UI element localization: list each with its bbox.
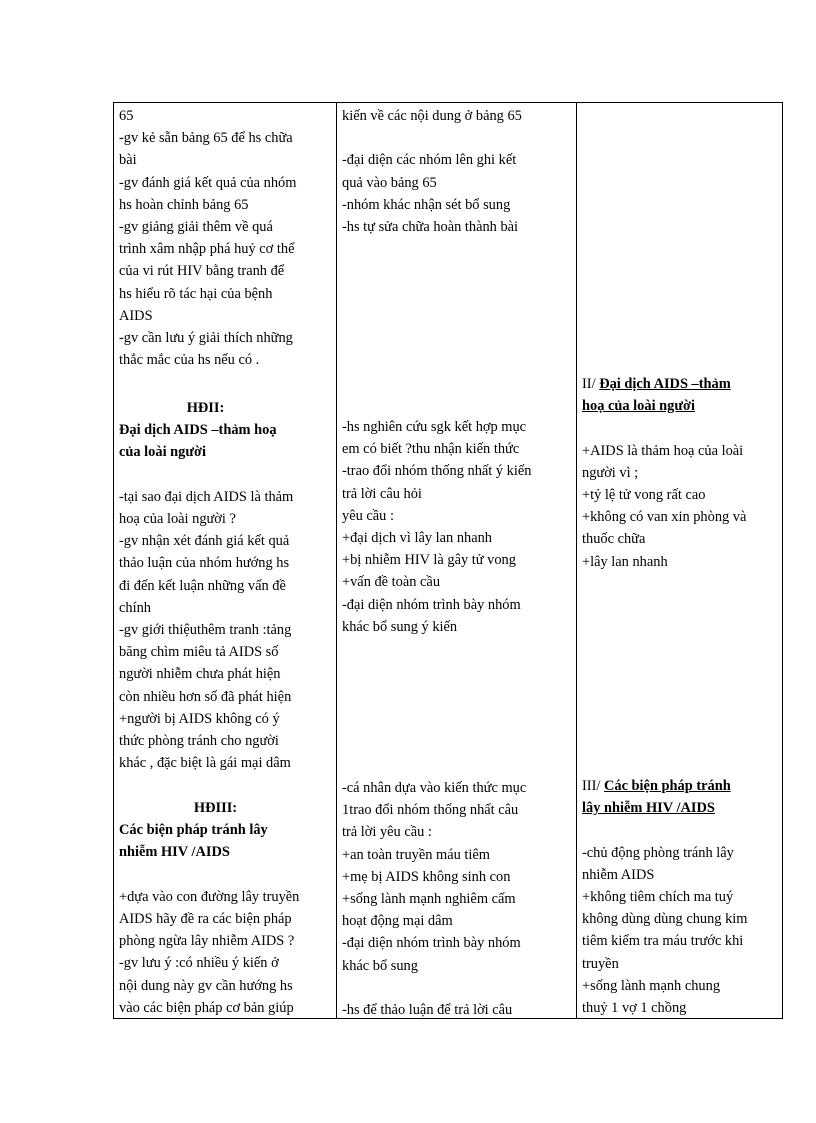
text-line: +sống lành mạnh nghiêm cấm	[342, 891, 516, 908]
text-line: phòng ngừa lây nhiễm AIDS ?	[119, 933, 295, 950]
text-line: +vấn đề toàn cầu	[342, 574, 441, 591]
text-line: bài	[119, 152, 137, 169]
text-line: thảo luận của nhóm hướng hs	[119, 555, 290, 572]
col1-hd3-block	[119, 797, 332, 1019]
text-line: -tại sao đại dịch AIDS là thảm	[119, 488, 294, 505]
text-line: khác bổ sung	[342, 957, 418, 974]
text-line: -trao đổi nhóm thống nhất ý kiến	[342, 463, 532, 480]
text-line: thắc mắc của hs nếu có .	[119, 352, 260, 369]
text-line: khác , đặc biệt là gái mại dâm	[119, 755, 291, 772]
text-line: đi đến kết luận những vấn đề	[119, 577, 286, 594]
text-line: -nhóm khác nhận sét bổ sung	[342, 196, 511, 213]
text-line: +không tiêm chích ma tuý	[582, 889, 734, 905]
text-line: +mẹ bị AIDS không sinh con	[342, 868, 511, 885]
text-line: vào các biện pháp cơ bản giúp	[119, 999, 294, 1016]
text-line: còn nhiều hơn số đã phát hiện	[119, 688, 292, 705]
text-line: thức phòng tránh cho người	[119, 733, 279, 750]
text-line: nội dung này gv cần hướng hs	[119, 977, 293, 994]
text-line: hoạt động mại dâm	[342, 913, 453, 930]
text-line: -gv nhận xét đánh giá kết quả	[119, 533, 290, 550]
section-title: Các biện pháp tránh	[603, 778, 731, 794]
section-number: III/	[582, 778, 604, 794]
teacher-activity-column	[114, 103, 337, 1019]
activity-3-label: HĐIII:	[193, 800, 238, 816]
text-line: hs hoàn chỉnh bảng 65	[119, 196, 249, 213]
col1-intro-block	[119, 105, 332, 371]
text-line: quả vào bảng 65	[342, 174, 437, 191]
text-line: -chủ động phòng tránh lây	[582, 844, 734, 861]
text-line: thuỷ 1 vợ 1 chồng	[582, 1000, 687, 1017]
text-line: nhiễm AIDS	[582, 866, 655, 883]
section-title: lây nhiễm HIV /AIDS	[582, 800, 715, 817]
text-line: 1trao đổi nhóm thống nhất câu	[342, 802, 519, 819]
content-column	[577, 103, 783, 1019]
text-line: -gv đánh giá kết quả của nhóm	[119, 174, 297, 191]
text-line: người nhiễm chưa phát hiện	[119, 666, 281, 683]
text-line: trả lời câu hỏi	[342, 485, 422, 502]
text-line: hoạ của loài người ?	[119, 511, 236, 527]
text-line: +tỷ lệ tử vong rất cao	[582, 487, 706, 503]
text-line: -gv kẻ sẵn bảng 65 để hs chữa	[119, 130, 293, 147]
table-row	[114, 103, 783, 1019]
text-line: 65	[119, 108, 134, 124]
text-line: -hs để thảo luận để trả lời câu	[342, 1002, 513, 1019]
text-line: tiêm kiểm tra máu trước khi	[582, 933, 744, 950]
col3-section-3	[582, 775, 778, 1019]
section-number: II/	[582, 376, 600, 392]
text-line: +bị nhiễm HIV là gây tử vong	[342, 552, 516, 569]
text-line: không dùng dùng chung kim	[582, 911, 748, 928]
text-line: +không có van xin phòng và	[582, 509, 747, 526]
text-line: +sống lành mạnh chung	[582, 977, 721, 994]
section-2-heading	[582, 373, 778, 395]
text-line: AIDS hãy đề ra các biện pháp	[119, 911, 292, 927]
text-line: +người bị AIDS không có ý	[119, 710, 280, 727]
text-line: thuốc chữa	[582, 531, 646, 548]
text-line: -gv cần lưu ý giải thích những	[119, 330, 293, 347]
text-line: kiến về các nội dung ở bảng 65	[342, 108, 522, 124]
text-line: +AIDS là thảm hoạ của loài	[582, 442, 744, 459]
text-line: -gv giới thiệuthêm tranh :tảng	[119, 622, 292, 639]
text-line: yêu cầu :	[342, 507, 394, 524]
activity-3-title: nhiễm HIV /AIDS	[119, 844, 230, 861]
text-line: -đại diện các nhóm lên ghi kết	[342, 152, 517, 169]
text-line: trình xâm nhập phá huỷ cơ thể	[119, 241, 295, 258]
text-line: hs hiểu rõ tác hại của bệnh	[119, 285, 273, 302]
text-line: của vi rút HIV bằng tranh để	[119, 263, 285, 280]
text-line: chính	[119, 599, 151, 616]
lesson-plan-table	[113, 102, 783, 1019]
text-line: +an toàn truyền máu tiêm	[342, 846, 490, 863]
activity-3-title: Các biện pháp tránh lây	[119, 822, 268, 839]
activity-2-title: của loài người	[119, 444, 206, 461]
text-line: -đại diện nhóm trình bày nhóm	[342, 596, 521, 613]
text-line: khác bổ sung ý kiến	[342, 618, 458, 635]
text-line: +đại dịch vì lây lan nhanh	[342, 530, 492, 547]
activity-2-title: Đại dịch AIDS –thảm hoạ	[119, 422, 277, 439]
text-line: -gv lưu ý :có nhiều ý kiến ở	[119, 955, 279, 972]
text-line: +lây lan nhanh	[582, 553, 668, 570]
text-line: trả lời yêu cầu :	[342, 824, 432, 841]
activity-2-label: HĐII:	[186, 400, 225, 416]
student-activity-column	[337, 103, 577, 1019]
text-line: -cá nhân dựa vào kiến thức mục	[342, 780, 527, 796]
text-line: +dựa vào con đường lây truyền	[119, 888, 300, 905]
text-line: AIDS	[119, 307, 153, 324]
text-line: -đại diện nhóm trình bày nhóm	[342, 935, 521, 952]
text-line: -hs tự sửa chữa hoàn thành bài	[342, 219, 519, 235]
text-line: băng chìm miêu tả AIDS số	[119, 644, 279, 661]
text-line: người vì ;	[582, 464, 639, 481]
col3-section-2	[582, 373, 778, 573]
text-line: truyền	[582, 955, 619, 972]
text-line: -hs nghiên cứu sgk kết hợp mục	[342, 419, 527, 435]
col2-hd2-block	[342, 416, 572, 638]
section-title: Đại dịch AIDS –thảm	[599, 376, 731, 392]
text-line: -gv giảng giải thêm về quá	[119, 219, 273, 236]
section-3-heading	[582, 775, 778, 797]
text-line: em có biết ?thu nhận kiến thức	[342, 441, 520, 458]
col1-hd2-block	[119, 397, 332, 774]
section-title: hoạ của loài người	[582, 398, 695, 415]
col2-hd3-block	[342, 777, 572, 1021]
col2-intro-block	[342, 105, 572, 238]
